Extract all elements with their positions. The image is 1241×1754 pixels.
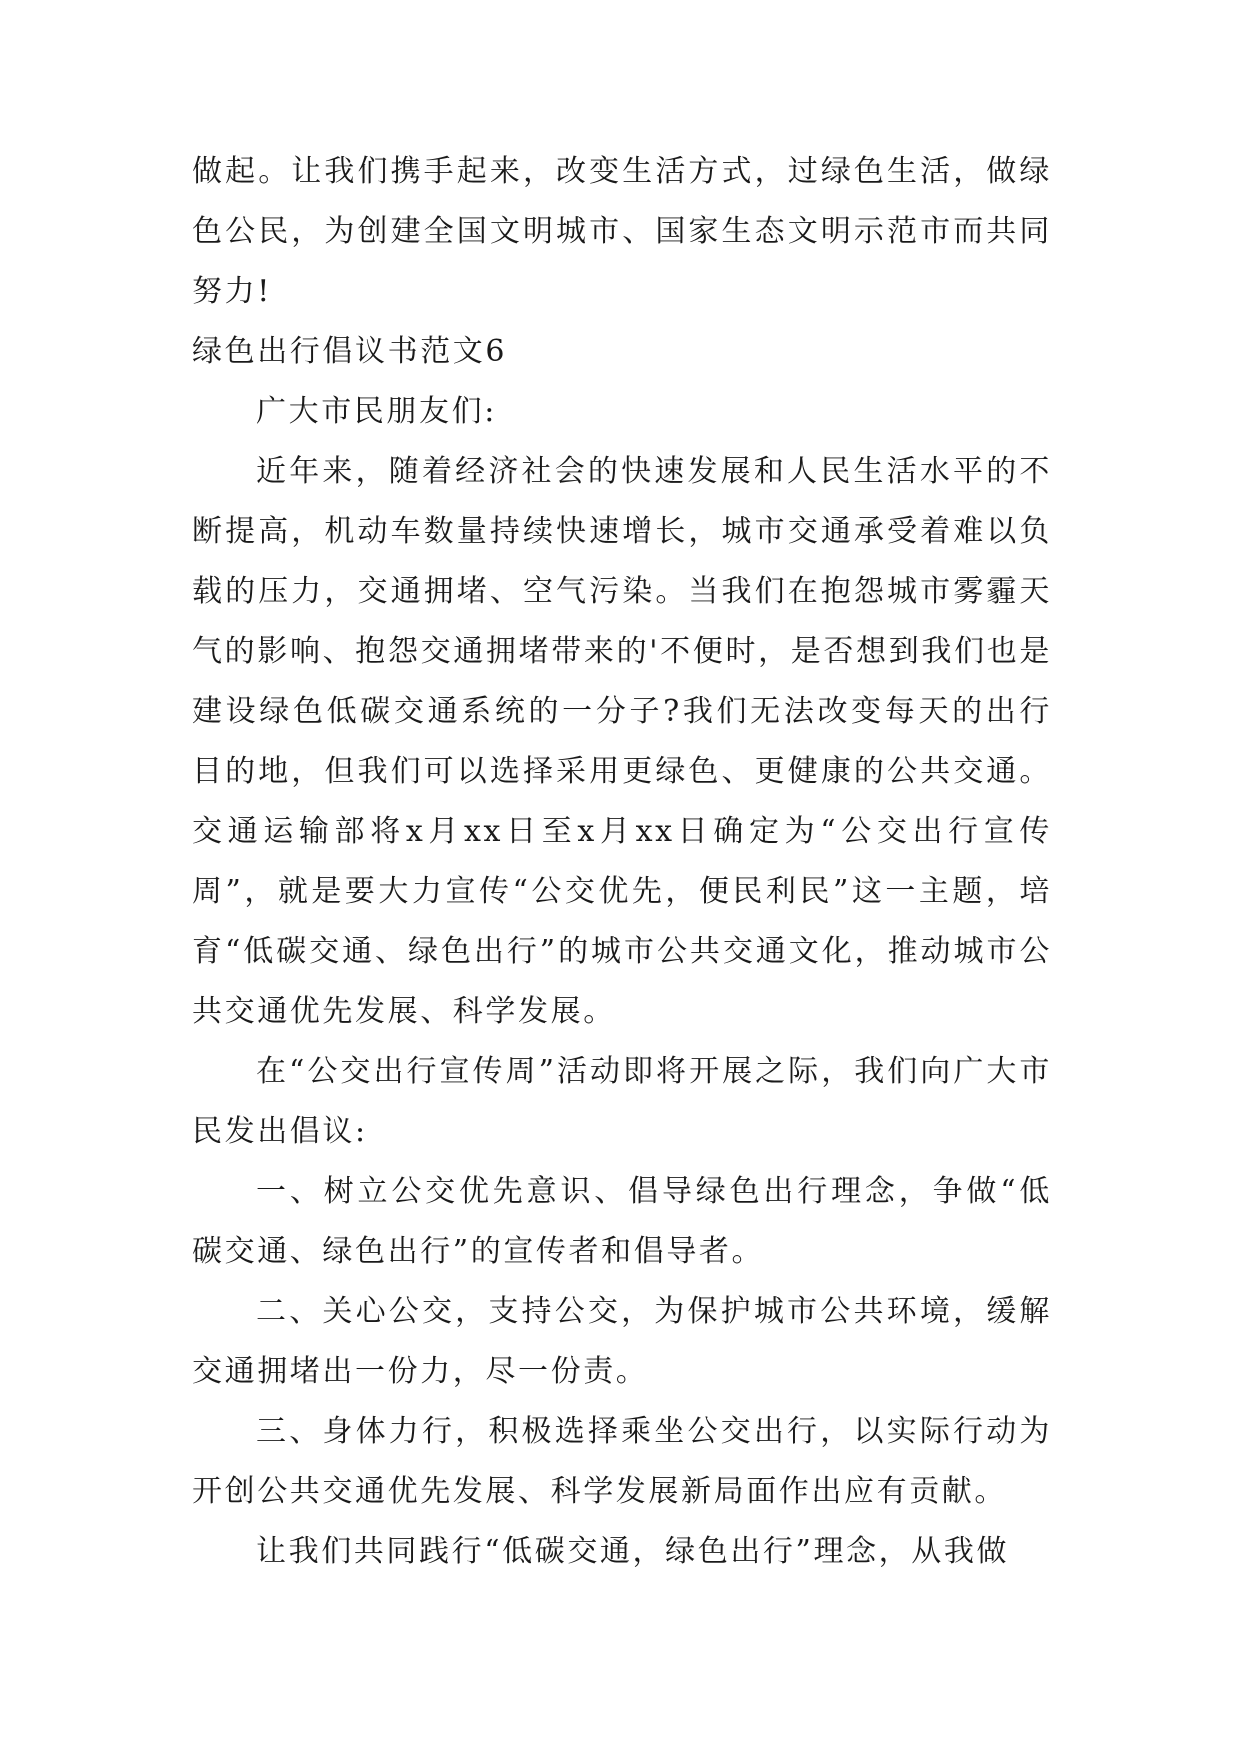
proposal-item-3: 三、身体力行，积极选择乘坐公交出行，以实际行动为开创公共交通优先发展、科学发展新局面作出应有贡献。: [192, 1414, 1052, 1509]
section-heading: 绿色出行倡议书范文6: [192, 334, 508, 369]
proposal-item-1: 一、树立公交优先意识、倡导绿色出行理念，争做“低碳交通、绿色出行”的宣传者和倡导者。: [192, 1174, 1052, 1269]
paragraph-continuation: 做起。让我们携手起来，改变生活方式，过绿色生活，做绿色公民，为创建全国文明城市、国家生态文明示范市而共同努力!: [192, 154, 1052, 309]
salutation: 广大市民朋友们:: [256, 394, 497, 429]
document-body: [192, 142, 1052, 1582]
paragraph-intro: 近年来，随着经济社会的快速发展和人民生活水平的不断提高，机动车数量持续快速增长，城市交通承受着难以负载的压力，交通拥堵、空气污染。当我们在抱怨城市雾霾天气的影响、抱怨交通拥堵带来的'不便时，是否想到我们也是建设绿色低碳交通系统的一分子?我们无法改变每天的出行目的地，但我们可以选择采用更绿色、更健康的公共交通。交通运输部将x月xx日至x月xx日确定为“公交出行宣传周”，就是要大力宣传“公交优先，便民利民”这一主题，培育“低碳交通、绿色出行”的城市公共交通文化，推动城市公共交通优先发展、科学发展。: [192, 454, 1052, 1029]
paragraph-call: 在“公交出行宣传周”活动即将开展之际，我们向广大市民发出倡议:: [192, 1054, 1052, 1149]
proposal-item-2: 二、关心公交，支持公交，为保护城市公共环境，缓解交通拥堵出一份力，尽一份责。: [192, 1294, 1052, 1389]
paragraph-closing: 让我们共同践行“低碳交通，绿色出行”理念，从我做: [256, 1534, 1010, 1569]
